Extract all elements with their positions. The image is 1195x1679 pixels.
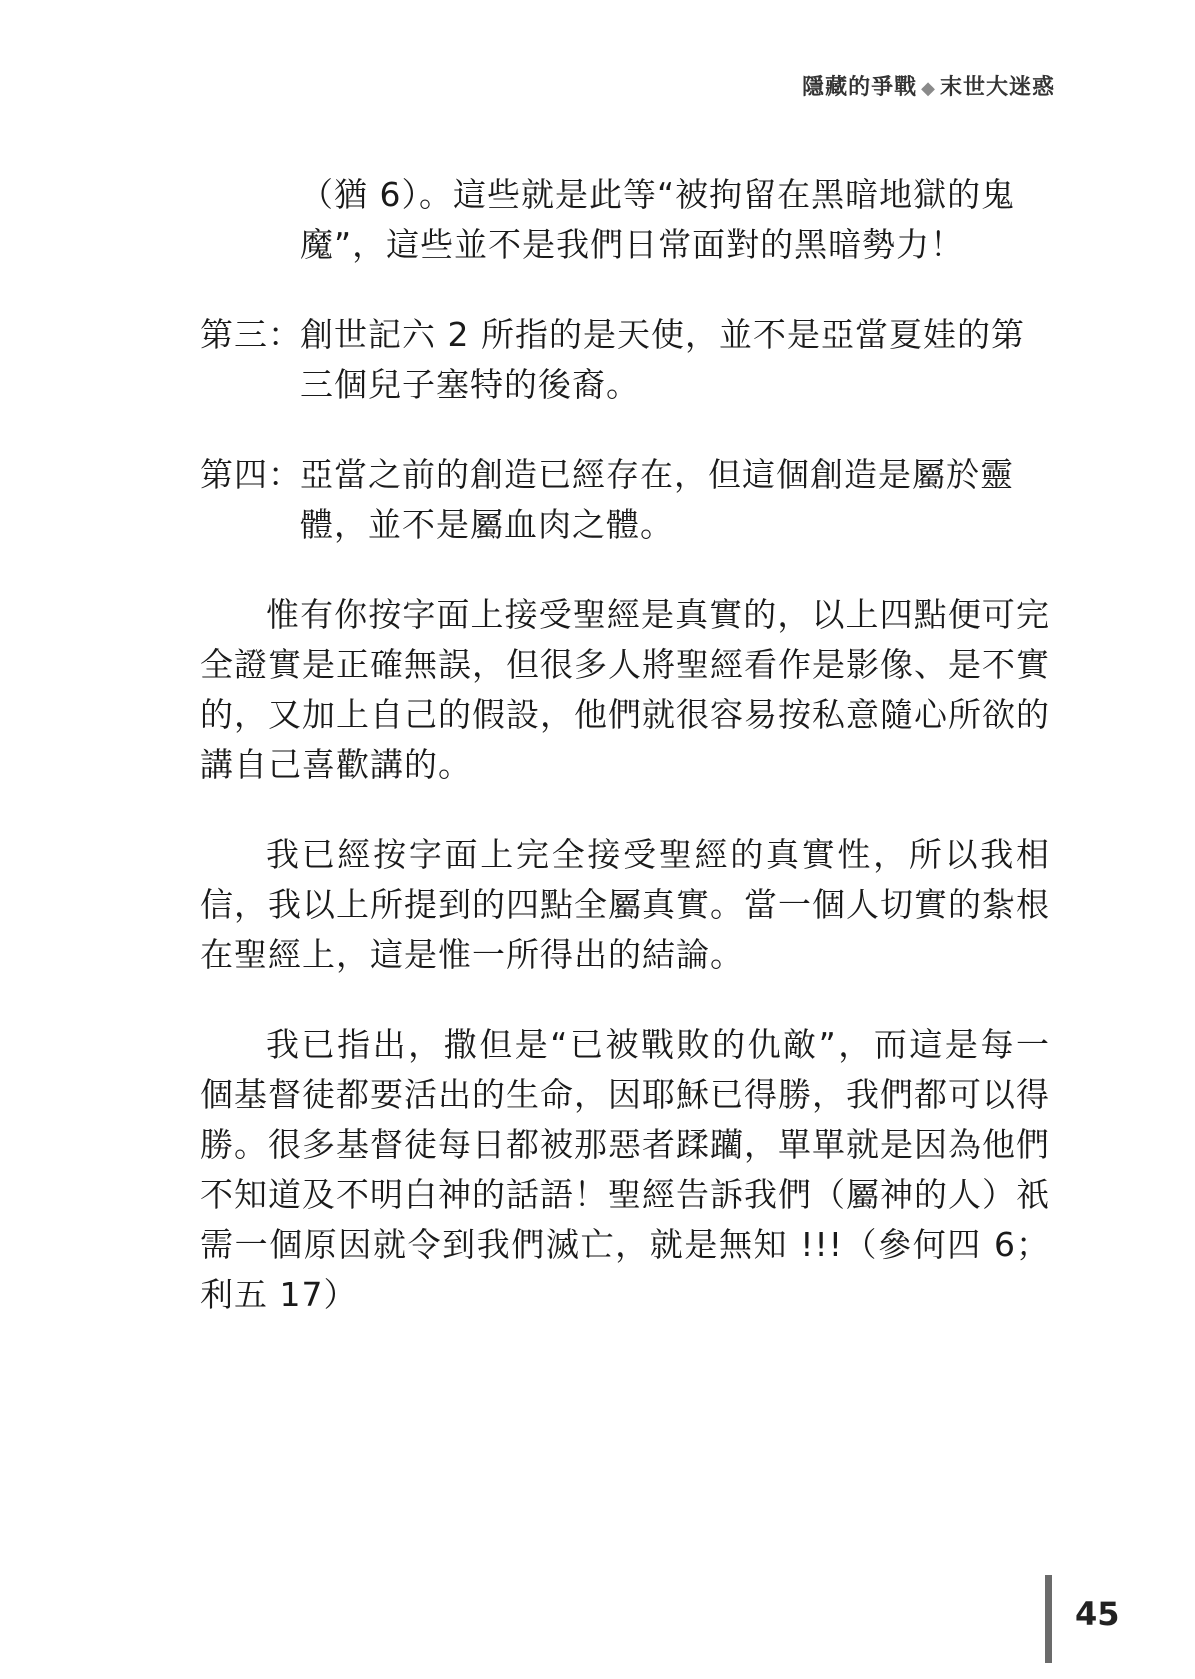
continued-paragraph: （猶 6）。這些就是此等“被拘留在黑暗地獄的鬼魔”，這些並不是我們日常面對的黑暗勢力！ xyxy=(300,175,1016,264)
diamond-separator-icon: ◆ xyxy=(921,78,936,99)
point-label: 第四： xyxy=(200,455,302,494)
page-number-bar xyxy=(1045,1575,1052,1663)
book-title: 隱藏的爭戰 xyxy=(802,75,918,100)
book-subtitle: 末世大迷惑 xyxy=(939,75,1055,100)
point-text: 創世記六 2 所指的是天使，並不是亞當夏娃的第三個兒子塞特的後裔。 xyxy=(300,315,1025,404)
running-header xyxy=(802,70,1055,101)
point-three xyxy=(200,310,1050,410)
point-label: 第三： xyxy=(200,315,302,354)
point-text: 亞當之前的創造已經存在，但這個創造是屬於靈體，並不是屬血肉之體。 xyxy=(300,455,1014,544)
body-paragraph: 我已指出，撒但是“已被戰敗的仇敵”，而這是每一個基督徒都要活出的生命，因耶穌已得勝，我們都可以得勝。很多基督徒每日都被那惡者蹂躪，單單就是因為他們不知道及不明白神的話語！聖經告訴我們（屬神的人）祇需一個原因就令到我們滅亡，就是無知 !!!（參何四 6；利五 17） xyxy=(200,1025,1050,1314)
body-paragraph: 我已經按字面上完全接受聖經的真實性，所以我相信，我以上所提到的四點全屬真實。當一個人切實的紮根在聖經上，這是惟一所得出的結論。 xyxy=(200,835,1050,974)
body-paragraph: 惟有你按字面上接受聖經是真實的，以上四點便可完全證實是正確無誤，但很多人將聖經看作是影像、是不實的，又加上自己的假設，他們就很容易按私意隨心所欲的講自己喜歡講的。 xyxy=(200,595,1050,784)
point-four xyxy=(200,450,1050,550)
page-body xyxy=(200,170,1050,1360)
page-number: 45 xyxy=(1075,1595,1120,1633)
